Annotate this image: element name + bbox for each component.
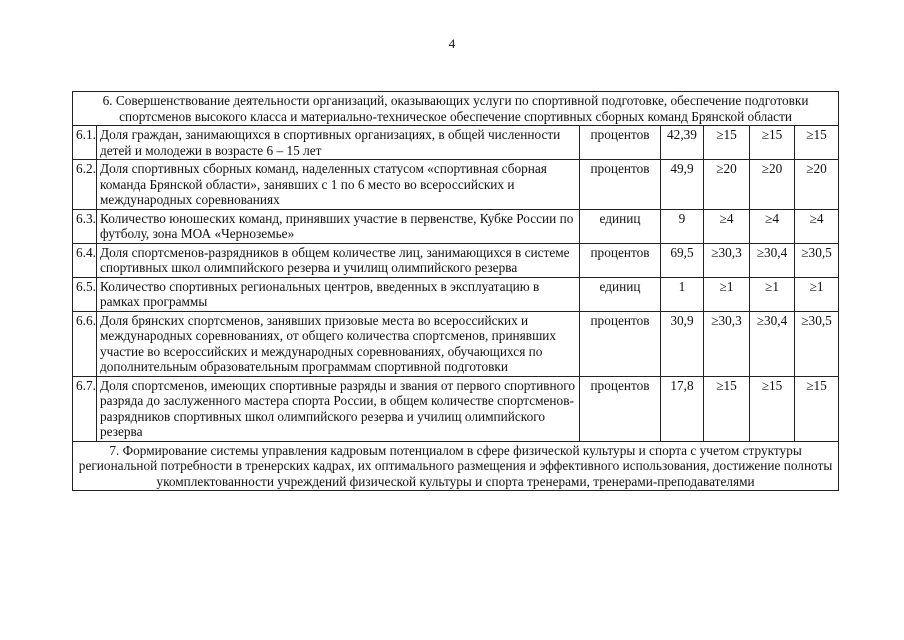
- row-number: 6.3.: [73, 209, 97, 243]
- value-target-1: ≥30,3: [704, 243, 750, 277]
- table-row: [73, 277, 839, 311]
- table-row: [73, 160, 839, 210]
- value-target-1: ≥30,3: [704, 311, 750, 376]
- value-target-1: ≥20: [704, 160, 750, 210]
- value-target-2: ≥4: [750, 209, 795, 243]
- value-target-1: ≥1: [704, 277, 750, 311]
- row-number: 6.1.: [73, 126, 97, 160]
- unit-cell: процентов: [580, 311, 661, 376]
- value-target-1: ≥4: [704, 209, 750, 243]
- section-7-title: 7. Формирование системы управления кадровым потенциалом в сфере физической культуры и спорта с учетом структуры региональной потребности в тренерских кадрах, их оптимального размещения и эффективного использования, достижение полноты укомплектованности учреждений физической культуры и спорта тренерами, тренерами-преподавателями: [73, 441, 839, 491]
- value-target-2: ≥30,4: [750, 243, 795, 277]
- indicator-text: Доля спортивных сборных команд, наделенных статусом «спортивная сборная команда Брянской области», занявших с 1 по 6 место во всероссийских и международных соревнованиях: [97, 160, 580, 210]
- indicators-table: [72, 91, 839, 491]
- value-base: 17,8: [661, 376, 704, 441]
- value-base: 30,9: [661, 311, 704, 376]
- value-target-3: ≥15: [795, 376, 839, 441]
- unit-cell: процентов: [580, 160, 661, 210]
- value-base: 1: [661, 277, 704, 311]
- value-base: 42,39: [661, 126, 704, 160]
- page-number: 4: [448, 36, 456, 51]
- value-base: 49,9: [661, 160, 704, 210]
- value-target-2: ≥20: [750, 160, 795, 210]
- unit-cell: процентов: [580, 243, 661, 277]
- indicator-text: Количество юношеских команд, принявших участие в первенстве, Кубке России по футболу, зона МОА «Черноземье»: [97, 209, 580, 243]
- unit-cell: процентов: [580, 376, 661, 441]
- table-row: [73, 376, 839, 441]
- value-target-2: ≥30,4: [750, 311, 795, 376]
- value-target-2: ≥15: [750, 376, 795, 441]
- value-target-3: ≥4: [795, 209, 839, 243]
- table-row: [73, 209, 839, 243]
- unit-cell: процентов: [580, 126, 661, 160]
- indicator-text: Доля граждан, занимающихся в спортивных организациях, в общей численности детей и молодежи в возрасте 6 – 15 лет: [97, 126, 580, 160]
- value-base: 9: [661, 209, 704, 243]
- value-target-1: ≥15: [704, 376, 750, 441]
- value-target-3: ≥1: [795, 277, 839, 311]
- indicator-text: Количество спортивных региональных центров, введенных в эксплуатацию в рамках программы: [97, 277, 580, 311]
- table-row: [73, 311, 839, 376]
- value-target-3: ≥30,5: [795, 311, 839, 376]
- value-target-2: ≥1: [750, 277, 795, 311]
- value-target-3: ≥20: [795, 160, 839, 210]
- value-target-3: ≥15: [795, 126, 839, 160]
- row-number: 6.4.: [73, 243, 97, 277]
- indicator-text: Доля спортсменов, имеющих спортивные разряды и звания от первого спортивного разряда до заслуженного мастера спорта России, в общем количестве спортсменов-разрядников спортивных школ олимпийского резерва и училищ олимпийского резерва: [97, 376, 580, 441]
- section-header-row: [73, 441, 839, 491]
- value-target-1: ≥15: [704, 126, 750, 160]
- section-header-row: [73, 92, 839, 126]
- value-target-2: ≥15: [750, 126, 795, 160]
- table-row: [73, 126, 839, 160]
- row-number: 6.6.: [73, 311, 97, 376]
- row-number: 6.2.: [73, 160, 97, 210]
- value-target-3: ≥30,5: [795, 243, 839, 277]
- row-number: 6.5.: [73, 277, 97, 311]
- indicator-text: Доля спортсменов-разрядников в общем количестве лиц, занимающихся в системе спортивных школ олимпийского резерва и училищ олимпийского резерва: [97, 243, 580, 277]
- indicator-text: Доля брянских спортсменов, занявших призовые места во всероссийских и международных соревнованиях, от общего количества спортсменов, принявших участие во всероссийских и международных соревнованиях, обучающихся по дополнительным образовательным программам спортивной подготовки: [97, 311, 580, 376]
- table-row: [73, 243, 839, 277]
- unit-cell: единиц: [580, 277, 661, 311]
- value-base: 69,5: [661, 243, 704, 277]
- unit-cell: единиц: [580, 209, 661, 243]
- section-6-title: 6. Совершенствование деятельности организаций, оказывающих услуги по спортивной подготовке, обеспечение подготовки спортсменов высокого класса и материально-техническое обеспечение спортивных сборных команд Брянской области: [73, 92, 839, 126]
- row-number: 6.7.: [73, 376, 97, 441]
